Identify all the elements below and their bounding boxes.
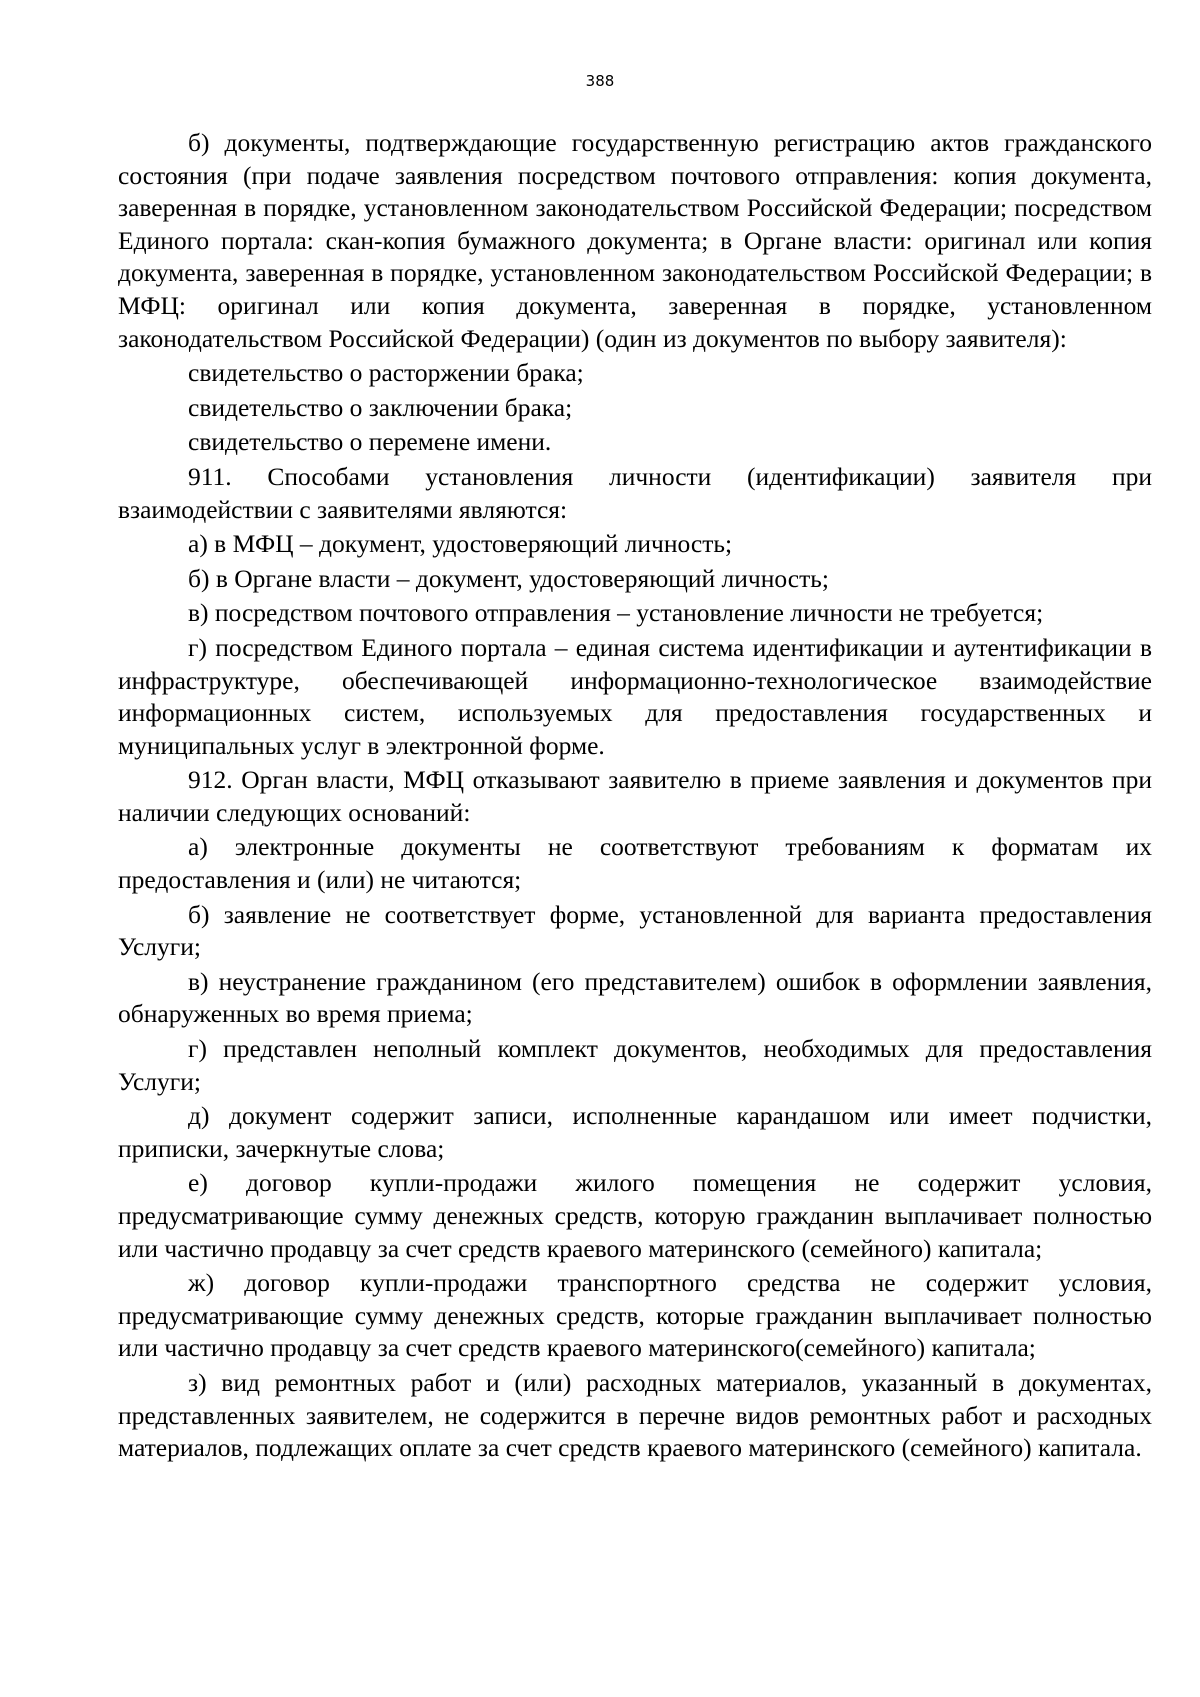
list-item-912-z: з) вид ремонтных работ и (или) расходных материалов, указанный в документах, представленных заявителем, не содержится в перечне видов ремонтных работ и расходных материалов, подлежащих оплате за счет средств краевого материнского (семейного) капитала. xyxy=(118,1367,1152,1463)
list-item-divorce-certificate: свидетельство о расторжении брака; xyxy=(188,358,584,388)
paragraph-912: 912. Орган власти, МФЦ отказывают заявителю в приеме заявления и документов при наличии следующих оснований: xyxy=(118,765,1152,827)
list-item-912-b: б) заявление не соответствует форме, установленной для варианта предоставления Услуги; xyxy=(118,899,1152,962)
paragraph-b-documents: б) документы, подтверждающие государственную регистрацию актов гражданского состояния (при подаче заявления посредством почтового отправления: копия документа, заверенная в порядке, установленном законодательством Российской Федерации; посредством Единого портала: скан-копия бумажного документа; в Органе власти: оригинал или копия документа, заверенная в порядке, установленном законодательством Российской Федерации; в МФЦ: оригинал или копия документа, заверенная в порядке, установленном законодательством Российской Федерации) (один из документов по выбору заявителя): xyxy=(118,128,1152,353)
list-item-911-b: б) в Органе власти – документ, удостоверяющий личность; xyxy=(188,563,829,593)
list-item-912-a: а) электронные документы не соответствуют требованиям к форматам их предоставления и (или) не читаются; xyxy=(118,832,1152,895)
list-item-911-v: в) посредством почтового отправления – установление личности не требуется; xyxy=(188,598,1044,628)
list-item-912-zh: ж) договор купли-продажи транспортного средства не содержит условия, предусматривающие сумму денежных средств, которые гражданин выплачивает полностью или частично продавцу за счет средств краевого материнского(семейного) капитала; xyxy=(118,1268,1152,1363)
paragraph-911: 911. Способами установления личности (идентификации) заявителя при взаимодействии с заявителями являются: xyxy=(118,461,1152,524)
list-item-911-g: г) посредством Единого портала – единая система идентификации и аутентификации в инфраструктуре, обеспечивающей информационно-технологическое взаимодействие информационных систем, используемых для предоставления государственных и муниципальных услуг в электронной форме. xyxy=(118,632,1152,760)
list-item-912-v: в) неустранение гражданином (его представителем) ошибок в оформлении заявления, обнаруженных во время приема; xyxy=(118,966,1152,1029)
list-item-name-change-certificate: свидетельство о перемене имени. xyxy=(188,427,552,457)
list-item-marriage-certificate: свидетельство о заключении брака; xyxy=(188,392,573,422)
list-item-912-e: е) договор купли-продажи жилого помещения не содержит условия, предусматривающие сумму денежных средств, которую гражданин выплачивает полностью или частично продавцу за счет средств краевого материнского (семейного) капитала; xyxy=(118,1168,1152,1263)
document-body xyxy=(118,127,1152,1465)
page-number: 388 xyxy=(585,72,615,90)
list-item-912-g: г) представлен неполный комплект документов, необходимых для предоставления Услуги; xyxy=(118,1034,1152,1096)
list-item-911-a: а) в МФЦ – документ, удостоверяющий личность; xyxy=(188,529,733,559)
list-item-912-d: д) документ содержит записи, исполненные карандашом или имеет подчистки, приписки, зачеркнутые слова; xyxy=(118,1101,1152,1163)
